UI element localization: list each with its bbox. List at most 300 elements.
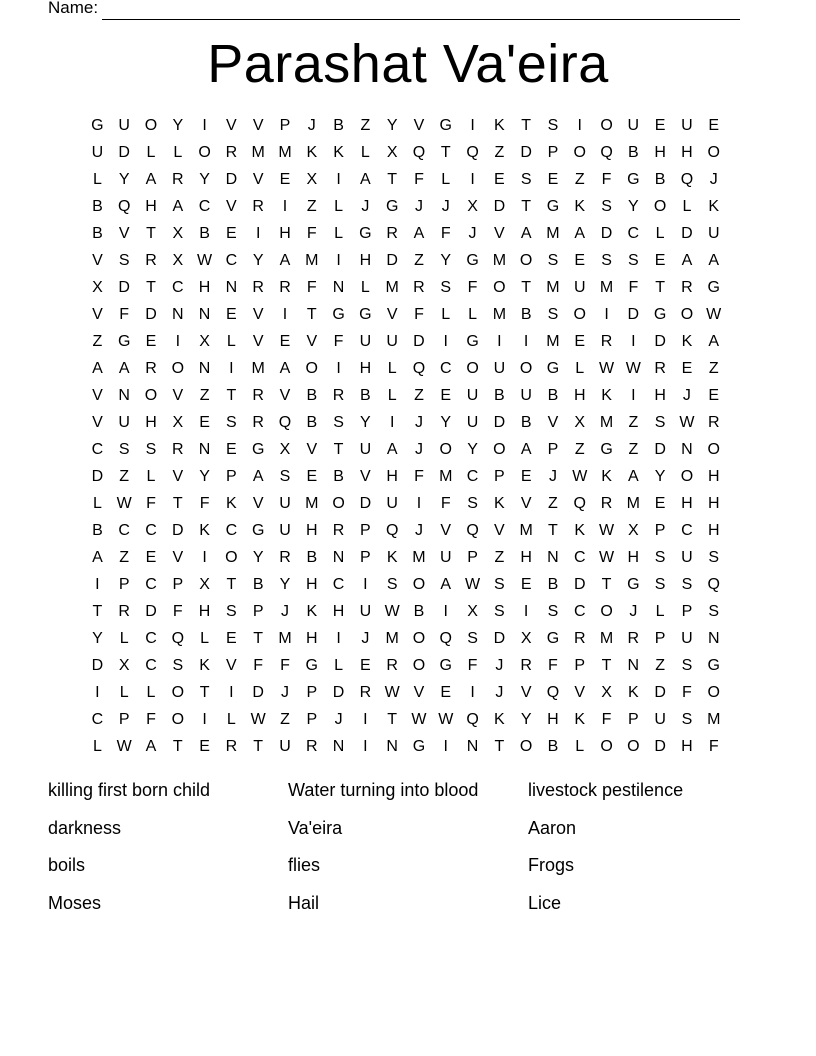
grid-letter: F bbox=[414, 306, 424, 323]
grid-letter: E bbox=[494, 171, 505, 188]
grid-letter: F bbox=[414, 171, 424, 188]
grid-letter: W bbox=[706, 306, 722, 323]
grid-letter: A bbox=[118, 360, 130, 377]
grid-letter: I bbox=[336, 360, 341, 377]
grid-letter: C bbox=[225, 252, 238, 269]
grid-letter: Z bbox=[360, 117, 371, 134]
grid-letter: Z bbox=[655, 657, 666, 674]
grid-letter: Z bbox=[628, 441, 639, 458]
grid-letter: R bbox=[600, 495, 613, 512]
grid-letter: Z bbox=[414, 387, 424, 404]
grid-letter: X bbox=[118, 657, 130, 674]
grid-letter: A bbox=[520, 225, 532, 242]
grid-letter: E bbox=[547, 171, 559, 188]
grid-letter: M bbox=[305, 252, 319, 269]
grid-letter: I bbox=[95, 576, 100, 593]
grid-letter: H bbox=[386, 468, 398, 485]
grid-letter: U bbox=[279, 522, 291, 539]
grid-letter: R bbox=[707, 414, 720, 431]
grid-letter: M bbox=[492, 252, 507, 269]
grid-letter: V bbox=[226, 198, 237, 215]
grid-letter: U bbox=[118, 414, 130, 431]
grid-letter: R bbox=[252, 198, 264, 215]
grid-letter: W bbox=[598, 360, 615, 377]
grid-letter: P bbox=[574, 657, 586, 674]
grid-letter: P bbox=[547, 441, 559, 458]
grid-letter: X bbox=[467, 603, 478, 620]
grid-letter: U bbox=[359, 333, 372, 350]
grid-letter: H bbox=[145, 198, 157, 215]
grid-letter: G bbox=[627, 171, 640, 188]
grid-letter: E bbox=[708, 387, 720, 404]
grid-letter: J bbox=[307, 117, 316, 134]
grid-letter: V bbox=[494, 522, 505, 539]
grid-letter: S bbox=[226, 414, 237, 431]
grid-letter: I bbox=[336, 630, 341, 647]
grid-letter: M bbox=[278, 144, 292, 161]
grid-letter: M bbox=[439, 468, 453, 485]
grid-letter: L bbox=[441, 306, 451, 323]
grid-letter: B bbox=[252, 576, 264, 593]
grid-letter: Z bbox=[280, 711, 290, 728]
grid-letter: L bbox=[441, 171, 451, 188]
grid-letter: D bbox=[225, 171, 238, 188]
grid-letter: R bbox=[225, 738, 238, 755]
grid-letter: J bbox=[495, 657, 504, 674]
grid-letter: N bbox=[172, 306, 184, 323]
grid-letter: E bbox=[681, 360, 693, 377]
grid-letter: R bbox=[386, 657, 398, 674]
word-list-item: Aaron bbox=[528, 817, 577, 838]
grid-letter: A bbox=[681, 252, 693, 269]
grid-letter: S bbox=[708, 603, 720, 620]
grid-letter: M bbox=[546, 279, 560, 296]
grid-letter: V bbox=[440, 522, 452, 539]
grid-letter: L bbox=[334, 657, 344, 674]
grid-letter: V bbox=[386, 306, 398, 323]
grid-letter: T bbox=[253, 738, 264, 755]
grid-letter: U bbox=[91, 144, 104, 161]
grid-letter: Y bbox=[118, 171, 130, 188]
grid-letter: X bbox=[172, 414, 184, 431]
grid-letter: I bbox=[202, 711, 207, 728]
grid-letter: M bbox=[251, 144, 265, 161]
grid-letter: Y bbox=[467, 441, 478, 458]
grid-letter: M bbox=[626, 495, 640, 512]
grid-letter: E bbox=[145, 549, 157, 566]
grid-letter: B bbox=[360, 387, 371, 404]
grid-letter: A bbox=[708, 333, 720, 350]
grid-letter: B bbox=[520, 306, 532, 323]
page-title: Parashat Va'eira bbox=[207, 34, 609, 94]
word-list-item: flies bbox=[288, 855, 321, 875]
grid-letter: X bbox=[306, 171, 318, 188]
grid-letter: P bbox=[360, 522, 371, 539]
grid-letter: F bbox=[548, 657, 558, 674]
grid-letter: L bbox=[200, 630, 210, 647]
grid-letter: W bbox=[411, 711, 427, 728]
grid-letter: D bbox=[493, 630, 506, 647]
grid-letter: O bbox=[573, 144, 586, 161]
grid-letter: J bbox=[441, 198, 450, 215]
grid-letter: D bbox=[386, 252, 398, 269]
grid-letter: P bbox=[547, 144, 559, 161]
grid-letter: D bbox=[145, 603, 157, 620]
grid-letter: G bbox=[546, 630, 560, 647]
grid-letter: H bbox=[707, 522, 720, 539]
grid-letter: S bbox=[654, 414, 666, 431]
grid-letter: P bbox=[494, 468, 505, 485]
grid-letter: Q bbox=[600, 144, 613, 161]
grid-letter: R bbox=[279, 549, 291, 566]
grid-letter: L bbox=[226, 711, 236, 728]
word-list-item: Water turning into blood bbox=[288, 780, 479, 800]
grid-letter: Q bbox=[573, 495, 586, 512]
grid-letter: U bbox=[573, 279, 586, 296]
grid-letter: Q bbox=[117, 198, 131, 215]
grid-letter: X bbox=[172, 225, 184, 242]
grid-letter: E bbox=[226, 630, 237, 647]
grid-letter: A bbox=[628, 468, 639, 485]
grid-letter: F bbox=[333, 333, 344, 350]
grid-letter: L bbox=[119, 684, 129, 701]
grid-letter: K bbox=[199, 657, 210, 674]
grid-letter: O bbox=[680, 468, 694, 485]
grid-letter: C bbox=[225, 522, 238, 539]
grid-letter: W bbox=[598, 522, 615, 539]
grid-letter: T bbox=[199, 684, 210, 701]
grid-letter: H bbox=[707, 468, 720, 485]
grid-letter: D bbox=[493, 414, 506, 431]
grid-letter: F bbox=[199, 495, 210, 512]
grid-letter: O bbox=[707, 684, 720, 701]
grid-letter: T bbox=[146, 279, 156, 296]
grid-letter: K bbox=[574, 522, 586, 539]
grid-letter: I bbox=[336, 252, 341, 269]
grid-letter: H bbox=[305, 630, 318, 647]
grid-letter: X bbox=[279, 441, 291, 458]
grid-letter: S bbox=[440, 279, 452, 296]
word-list-item: Hail bbox=[288, 892, 320, 913]
grid-letter: P bbox=[681, 603, 693, 620]
grid-letter: R bbox=[252, 387, 264, 404]
grid-letter: S bbox=[681, 657, 693, 674]
grid-letter: U bbox=[627, 117, 640, 134]
grid-letter: U bbox=[466, 387, 479, 404]
grid-letter: S bbox=[601, 198, 612, 215]
grid-letter: P bbox=[118, 711, 130, 728]
grid-letter: G bbox=[359, 225, 372, 242]
grid-letter: T bbox=[521, 198, 532, 215]
grid-letter: P bbox=[306, 711, 318, 728]
grid-letter: B bbox=[413, 603, 425, 620]
grid-letter: D bbox=[493, 198, 506, 215]
grid-letter: I bbox=[631, 333, 636, 350]
grid-letter: F bbox=[280, 657, 290, 674]
grid-letter: S bbox=[172, 657, 184, 674]
word-list-item: boils bbox=[48, 855, 86, 875]
grid-letter: E bbox=[654, 117, 666, 134]
grid-letter: R bbox=[279, 279, 291, 296]
grid-letter: B bbox=[199, 225, 210, 242]
grid-letter: B bbox=[92, 225, 103, 242]
grid-letter: O bbox=[653, 198, 667, 215]
grid-letter: T bbox=[494, 738, 505, 755]
grid-letter: Q bbox=[412, 144, 426, 161]
grid-letter: M bbox=[546, 333, 560, 350]
grid-letter: U bbox=[681, 117, 693, 134]
grid-letter: B bbox=[628, 144, 639, 161]
grid-letter: L bbox=[387, 387, 397, 404]
grid-letter: K bbox=[574, 711, 586, 728]
grid-letter: I bbox=[229, 360, 234, 377]
grid-letter: F bbox=[601, 711, 612, 728]
grid-letter: I bbox=[389, 414, 395, 431]
grid-letter: H bbox=[707, 495, 720, 512]
grid-letter: V bbox=[226, 117, 237, 134]
grid-letter: X bbox=[199, 576, 210, 593]
grid-letter: L bbox=[334, 198, 344, 215]
grid-letter: D bbox=[91, 657, 104, 674]
grid-letter: H bbox=[520, 549, 532, 566]
grid-letter: E bbox=[226, 441, 237, 458]
grid-letter: A bbox=[360, 171, 371, 188]
grid-letter: T bbox=[387, 711, 398, 728]
grid-letter: D bbox=[654, 738, 666, 755]
grid-letter: D bbox=[332, 684, 345, 701]
grid-letter: C bbox=[172, 279, 184, 296]
grid-letter: D bbox=[520, 144, 532, 161]
grid-letter: W bbox=[116, 495, 132, 512]
grid-letter: D bbox=[681, 225, 693, 242]
grid-letter: C bbox=[91, 441, 104, 458]
grid-letter: C bbox=[466, 468, 479, 485]
grid-letter: X bbox=[92, 279, 103, 296]
grid-letter: Y bbox=[386, 117, 398, 134]
grid-letter: U bbox=[654, 711, 666, 728]
grid-letter: B bbox=[92, 198, 103, 215]
grid-letter: Q bbox=[466, 522, 479, 539]
grid-letter: H bbox=[654, 387, 666, 404]
grid-letter: N bbox=[627, 657, 640, 674]
grid-letter: L bbox=[119, 630, 129, 647]
grid-letter: H bbox=[359, 252, 372, 269]
grid-letter: V bbox=[92, 252, 103, 269]
grid-letter: C bbox=[145, 522, 157, 539]
grid-letter: J bbox=[280, 684, 289, 701]
grid-letter: K bbox=[494, 711, 505, 728]
word-list-item: Frogs bbox=[528, 855, 575, 875]
grid-letter: S bbox=[520, 171, 532, 188]
grid-letter: G bbox=[332, 306, 345, 323]
grid-letter: Q bbox=[385, 522, 399, 539]
grid-letter: H bbox=[305, 576, 318, 593]
grid-letter: J bbox=[361, 630, 370, 647]
grid-letter: X bbox=[520, 630, 532, 647]
grid-letter: G bbox=[600, 441, 613, 458]
grid-letter: A bbox=[574, 225, 586, 242]
grid-letter: F bbox=[146, 711, 156, 728]
grid-letter: L bbox=[334, 225, 344, 242]
grid-letter: Q bbox=[412, 360, 426, 377]
grid-letter: C bbox=[627, 225, 640, 242]
grid-letter: K bbox=[306, 144, 318, 161]
grid-letter: E bbox=[520, 576, 532, 593]
grid-letter: U bbox=[520, 387, 532, 404]
grid-letter: S bbox=[118, 252, 130, 269]
grid-letter: V bbox=[92, 414, 103, 431]
grid-letter: U bbox=[359, 441, 372, 458]
word-list-item: darkness bbox=[48, 817, 122, 838]
grid-letter: U bbox=[707, 225, 720, 242]
grid-letter: L bbox=[226, 333, 236, 350]
grid-letter: F bbox=[440, 225, 451, 242]
grid-letter: I bbox=[336, 171, 341, 188]
grid-letter: W bbox=[384, 603, 400, 620]
grid-letter: K bbox=[708, 198, 720, 215]
grid-letter: R bbox=[172, 171, 184, 188]
grid-letter: I bbox=[443, 603, 448, 620]
grid-letter: I bbox=[255, 225, 261, 242]
grid-letter: V bbox=[574, 684, 586, 701]
grid-letter: C bbox=[118, 522, 130, 539]
grid-letter: N bbox=[386, 738, 398, 755]
grid-letter: E bbox=[279, 171, 291, 188]
grid-letter: F bbox=[467, 657, 478, 674]
grid-letter: H bbox=[145, 414, 157, 431]
grid-letter: I bbox=[363, 738, 368, 755]
grid-letter: U bbox=[279, 495, 291, 512]
grid-letter: B bbox=[547, 387, 559, 404]
grid-letter: B bbox=[306, 549, 318, 566]
grid-letter: V bbox=[279, 387, 291, 404]
grid-letter: E bbox=[199, 738, 210, 755]
grid-letter: H bbox=[681, 144, 693, 161]
grid-letter: L bbox=[146, 684, 156, 701]
grid-letter: O bbox=[439, 441, 452, 458]
word-list bbox=[48, 772, 768, 922]
grid-letter: B bbox=[306, 387, 318, 404]
grid-letter: C bbox=[145, 657, 157, 674]
grid-letter: W bbox=[438, 711, 454, 728]
grid-letter: B bbox=[306, 414, 318, 431]
word-list-item: Va'eira bbox=[288, 817, 343, 838]
grid-letter: L bbox=[468, 306, 477, 323]
grid-letter: Y bbox=[252, 252, 264, 269]
grid-letter: S bbox=[628, 252, 639, 269]
grid-letter: J bbox=[280, 603, 289, 620]
grid-letter: B bbox=[520, 414, 532, 431]
grid-letter: M bbox=[546, 225, 560, 242]
grid-letter: Q bbox=[171, 630, 185, 647]
grid-letter: T bbox=[172, 495, 183, 512]
grid-letter: J bbox=[629, 603, 638, 620]
grid-letter: D bbox=[172, 522, 184, 539]
grid-letter: X bbox=[172, 252, 184, 269]
letter-grid bbox=[84, 112, 727, 760]
grid-letter: I bbox=[363, 711, 368, 728]
grid-letter: P bbox=[252, 603, 264, 620]
grid-letter: T bbox=[521, 117, 532, 134]
grid-letter: X bbox=[628, 522, 639, 539]
grid-letter: Y bbox=[252, 549, 264, 566]
grid-letter: V bbox=[306, 333, 318, 350]
grid-letter: D bbox=[91, 468, 104, 485]
grid-letter: S bbox=[547, 603, 559, 620]
grid-letter: I bbox=[497, 333, 502, 350]
grid-letter: V bbox=[252, 306, 264, 323]
grid-letter: P bbox=[172, 576, 184, 593]
grid-letter: I bbox=[470, 684, 475, 701]
grid-letter: F bbox=[682, 684, 692, 701]
grid-letter: A bbox=[252, 468, 264, 485]
grid-letter: Z bbox=[119, 468, 130, 485]
grid-letter: W bbox=[572, 468, 588, 485]
grid-letter: P bbox=[628, 711, 639, 728]
grid-letter: I bbox=[577, 117, 582, 134]
grid-letter: O bbox=[627, 738, 640, 755]
grid-letter: X bbox=[601, 684, 612, 701]
grid-letter: T bbox=[226, 576, 237, 593]
grid-letter: E bbox=[360, 657, 371, 674]
grid-letter: V bbox=[252, 495, 264, 512]
grid-letter: W bbox=[465, 576, 481, 593]
grid-letter: N bbox=[118, 387, 130, 404]
grid-letter: S bbox=[494, 576, 505, 593]
grid-letter: O bbox=[171, 360, 185, 377]
grid-letter: U bbox=[681, 630, 693, 647]
grid-letter: N bbox=[332, 279, 345, 296]
grid-letter: R bbox=[145, 360, 157, 377]
grid-letter: M bbox=[707, 711, 721, 728]
grid-letter: G bbox=[91, 117, 104, 134]
grid-letter: Z bbox=[92, 333, 103, 350]
grid-letter: Y bbox=[628, 198, 639, 215]
grid-letter: D bbox=[145, 306, 157, 323]
grid-letter: J bbox=[414, 441, 423, 458]
grid-letter: J bbox=[414, 522, 423, 539]
grid-letter: S bbox=[279, 468, 291, 485]
grid-letter: L bbox=[655, 225, 665, 242]
grid-letter: T bbox=[601, 576, 612, 593]
grid-letter: P bbox=[654, 522, 666, 539]
grid-letter: J bbox=[709, 171, 718, 188]
grid-letter: O bbox=[412, 630, 426, 647]
grid-letter: H bbox=[654, 144, 666, 161]
grid-letter: G bbox=[627, 576, 640, 593]
grid-letter: K bbox=[494, 495, 505, 512]
grid-letter: A bbox=[386, 441, 398, 458]
grid-letter: I bbox=[202, 117, 207, 134]
grid-letter: S bbox=[654, 549, 666, 566]
grid-letter: D bbox=[654, 441, 666, 458]
grid-letter: R bbox=[145, 252, 157, 269]
grid-letter: V bbox=[92, 306, 103, 323]
grid-letter: E bbox=[520, 468, 532, 485]
grid-letter: F bbox=[708, 738, 719, 755]
grid-letter: R bbox=[627, 630, 640, 647]
grid-letter: A bbox=[145, 738, 157, 755]
grid-letter: M bbox=[492, 306, 507, 323]
grid-letter: O bbox=[171, 684, 185, 701]
grid-letter: W bbox=[598, 549, 615, 566]
grid-letter: T bbox=[333, 441, 344, 458]
grid-letter: U bbox=[359, 603, 372, 620]
grid-letter: F bbox=[119, 306, 130, 323]
grid-letter: B bbox=[333, 468, 344, 485]
grid-letter: K bbox=[494, 117, 505, 134]
grid-letter: Y bbox=[199, 171, 210, 188]
